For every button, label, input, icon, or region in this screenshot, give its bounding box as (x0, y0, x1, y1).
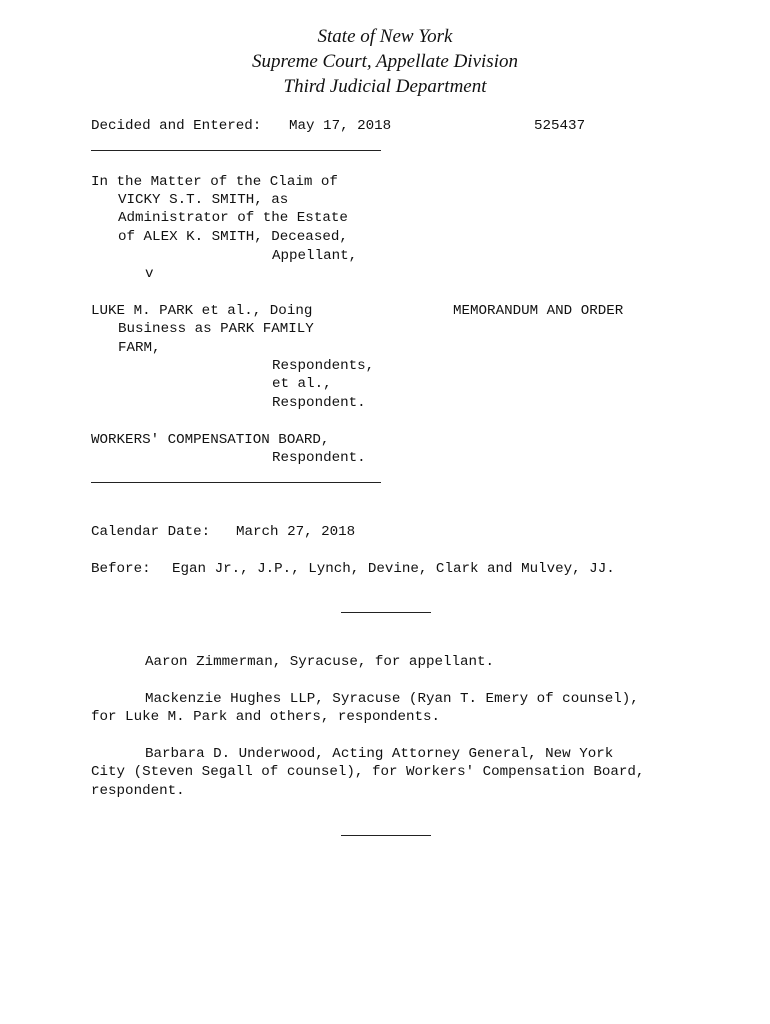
calendar-date: March 27, 2018 (236, 524, 356, 540)
document-title: MEMORANDUM AND ORDER (453, 303, 624, 319)
counsel-board: Barbara D. Underwood, Acting Attorney General, New York (145, 746, 614, 762)
court-state: State of New York (317, 26, 453, 47)
caption-claimant-line: In the Matter of the Claim of (91, 174, 338, 190)
caption-respondent-line: LUKE M. PARK et al., Doing (91, 303, 313, 319)
counsel-board: City (Steven Segall of counsel), for Workers' Compensation Board, (91, 764, 645, 780)
decided-label: Decided and Entered: (91, 118, 262, 134)
bench-judges: Egan Jr., J.P., Lynch, Devine, Clark and Mulvey, JJ. (172, 561, 615, 577)
caption-respondent-line: FARM, (118, 340, 161, 356)
calendar-label: Calendar Date: (91, 524, 211, 540)
caption-respondent-line: et al., (272, 376, 332, 392)
caption-appellant-role: Appellant, (272, 248, 358, 264)
caption-claimant-line: of ALEX K. SMITH, Deceased, (118, 229, 348, 245)
caption-top-rule (91, 150, 381, 151)
caption-bottom-rule (91, 482, 381, 483)
court-header (0, 24, 770, 99)
court-department: Third Judicial Department (283, 76, 487, 97)
counsel-respondents: for Luke M. Park and others, respondents. (91, 709, 441, 725)
counsel-board: respondent. (91, 783, 185, 799)
section-divider (341, 612, 431, 613)
counsel-respondents: Mackenzie Hughes LLP, Syracuse (Ryan T. Emery of counsel), (145, 691, 639, 707)
caption-versus: v (145, 266, 154, 282)
caption-respondent-role: Respondent. (272, 395, 366, 411)
before-label: Before: (91, 561, 151, 577)
caption-claimant-line: Administrator of the Estate (118, 210, 348, 226)
caption-respondents-role: Respondents, (272, 358, 375, 374)
caption-respondent-line: Business as PARK FAMILY (118, 321, 314, 337)
docket-number: 525437 (534, 118, 586, 134)
counsel-appellant: Aaron Zimmerman, Syracuse, for appellant. (145, 654, 495, 670)
caption-claimant-line: VICKY S.T. SMITH, as (118, 192, 289, 208)
decided-date: May 17, 2018 (289, 118, 392, 134)
caption-board-role: Respondent. (272, 450, 366, 466)
court-name: Supreme Court, Appellate Division (252, 51, 518, 72)
caption-board-line: WORKERS' COMPENSATION BOARD, (91, 432, 330, 448)
section-divider (341, 835, 431, 836)
